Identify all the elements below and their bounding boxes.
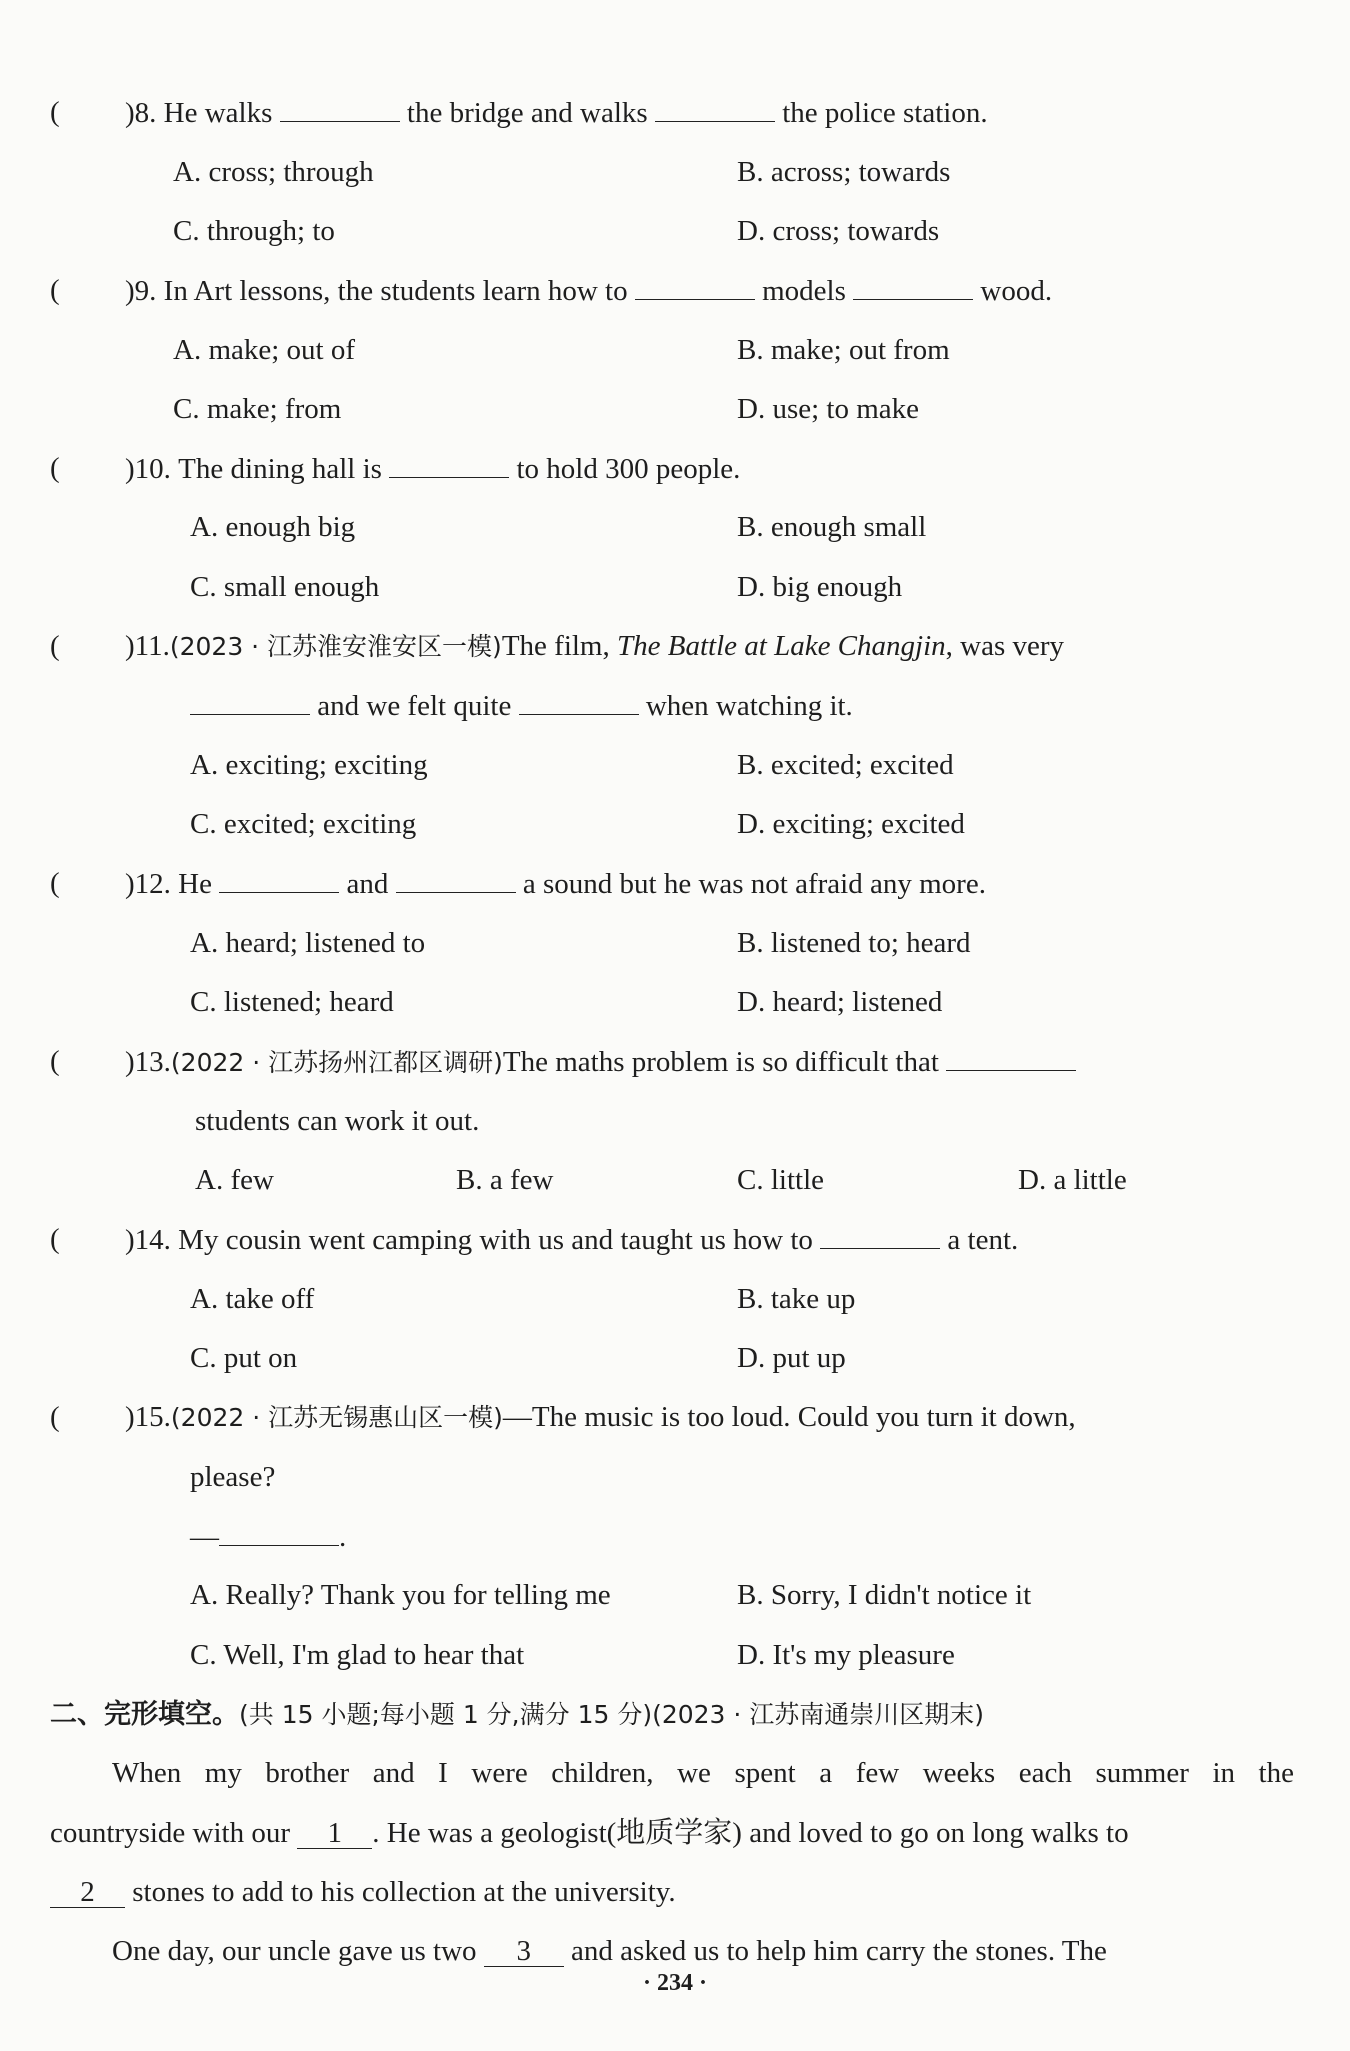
q14-text: )14. My cousin went camping with us and taught us how to a tent. — [125, 1224, 1019, 1256]
q14-option-c: C. put on — [190, 1342, 298, 1374]
q8-option-d: D. cross; towards — [737, 215, 940, 247]
q15-option-b: B. Sorry, I didn't notice it — [737, 1579, 1032, 1611]
q8-text: )8. He walks the bridge and walks the police station. — [125, 97, 988, 129]
q13-option-b: B. a few — [456, 1164, 554, 1196]
q8-option-b: B. across; towards — [737, 156, 951, 188]
passage-line: countryside with our 1 . He was a geologist(地质学家) and loved to go on long walks to — [50, 1817, 1129, 1849]
q12-option-d: D. heard; listened — [737, 986, 943, 1018]
q12-text: )12. He and a sound but he was not afraid any more. — [125, 868, 986, 900]
q10-option-b: B. enough small — [737, 511, 927, 543]
q14-option-d: D. put up — [737, 1342, 846, 1374]
q8-stem — [50, 95, 60, 129]
answer-blank[interactable] — [635, 273, 755, 300]
q8-option-a: A. cross; through — [173, 156, 374, 188]
answer-blank[interactable] — [396, 866, 516, 893]
q11-text: )11.(2023 · 江苏淮安淮安区一模)The film, The Battle at Lake Changjin, was very — [125, 630, 1065, 662]
answer-paren: ( — [50, 1045, 60, 1077]
q9-text: )9. In Art lessons, the students learn how to models wood. — [125, 275, 1053, 307]
answer-paren: ( — [50, 1401, 60, 1433]
q12-option-c: C. listened; heard — [190, 986, 394, 1018]
answer-blank[interactable] — [280, 95, 400, 122]
passage-line: One day, our uncle gave us two 3 and asked us to help him carry the stones. The — [112, 1935, 1107, 1967]
q13-text: )13.(2022 · 江苏扬州江都区调研)The maths problem is so difficult that — [125, 1044, 1076, 1080]
q13-option-a: A. few — [195, 1164, 274, 1196]
q10-option-d: D. big enough — [737, 571, 903, 603]
q13-text-line2: students can work it out. — [195, 1105, 480, 1137]
answer-paren: ( — [50, 96, 60, 128]
q11-source: (2023 · 江苏淮安淮安区一模) — [169, 632, 502, 661]
q11-option-a: A. exciting; exciting — [190, 749, 428, 781]
q15-source: (2022 · 江苏无锡惠山区一模) — [170, 1403, 503, 1432]
q15-reply: — . — [190, 1521, 347, 1553]
cloze-blank-2[interactable]: 2 — [50, 1877, 125, 1908]
q13-option-c: C. little — [737, 1164, 824, 1196]
page-number: · 234 · — [642, 1970, 707, 1996]
q10-option-c: C. small enough — [190, 571, 380, 603]
q9-option-b: B. make; out from — [737, 334, 950, 366]
answer-blank[interactable] — [853, 273, 973, 300]
q9-option-d: D. use; to make — [737, 393, 920, 425]
q14-option-a: A. take off — [190, 1283, 315, 1315]
q9-option-a: A. make; out of — [173, 334, 356, 366]
q15-option-a: A. Really? Thank you for telling me — [190, 1579, 611, 1611]
q10-option-a: A. enough big — [190, 511, 356, 543]
section2-heading: 二、完形填空。(共 15 小题;每小题 1 分,满分 15 分)(2023 · 江苏南通崇川区期末) — [50, 1699, 985, 1730]
cloze-blank-3[interactable]: 3 — [484, 1936, 564, 1967]
q9-option-c: C. make; from — [173, 393, 342, 425]
film-title: The Battle at Lake Changjin — [617, 630, 946, 662]
answer-blank[interactable] — [219, 866, 339, 893]
cloze-blank-1[interactable]: 1 — [297, 1818, 372, 1849]
q11-option-d: D. exciting; excited — [737, 808, 965, 840]
q15-option-c: C. Well, I'm glad to hear that — [190, 1639, 525, 1671]
answer-paren: ( — [50, 452, 60, 484]
q15-option-d: D. It's my pleasure — [737, 1639, 955, 1671]
q13-source: (2022 · 江苏扬州江都区调研) — [170, 1048, 503, 1077]
answer-blank[interactable] — [190, 688, 310, 715]
answer-paren: ( — [50, 274, 60, 306]
q12-option-b: B. listened to; heard — [737, 927, 971, 959]
answer-paren: ( — [50, 1223, 60, 1255]
q11-text-line2: and we felt quite when watching it. — [190, 688, 853, 723]
answer-blank[interactable] — [219, 1519, 339, 1546]
passage-line: When my brother and I were children, we spent a few weeks each summer in the — [112, 1757, 1294, 1789]
answer-blank[interactable] — [946, 1044, 1076, 1071]
answer-blank[interactable] — [519, 688, 639, 715]
q11-option-b: B. excited; excited — [737, 749, 954, 781]
answer-paren: ( — [50, 867, 60, 899]
answer-blank[interactable] — [820, 1222, 940, 1249]
q15-text-line2: please? — [190, 1461, 276, 1493]
q13-option-d: D. a little — [1018, 1164, 1127, 1196]
passage-line: 2 stones to add to his collection at the university. — [50, 1875, 676, 1909]
answer-paren: ( — [50, 630, 60, 662]
q10-text: )10. The dining hall is to hold 300 people. — [125, 453, 741, 485]
q15-text: )15.(2022 · 江苏无锡惠山区一模)—The music is too loud. Could you turn it down, — [125, 1401, 1076, 1433]
q12-option-a: A. heard; listened to — [190, 927, 426, 959]
q8-option-c: C. through; to — [173, 215, 335, 247]
answer-blank[interactable] — [655, 95, 775, 122]
answer-blank[interactable] — [389, 451, 509, 478]
q11-option-c: C. excited; exciting — [190, 808, 417, 840]
q14-option-b: B. take up — [737, 1283, 856, 1315]
